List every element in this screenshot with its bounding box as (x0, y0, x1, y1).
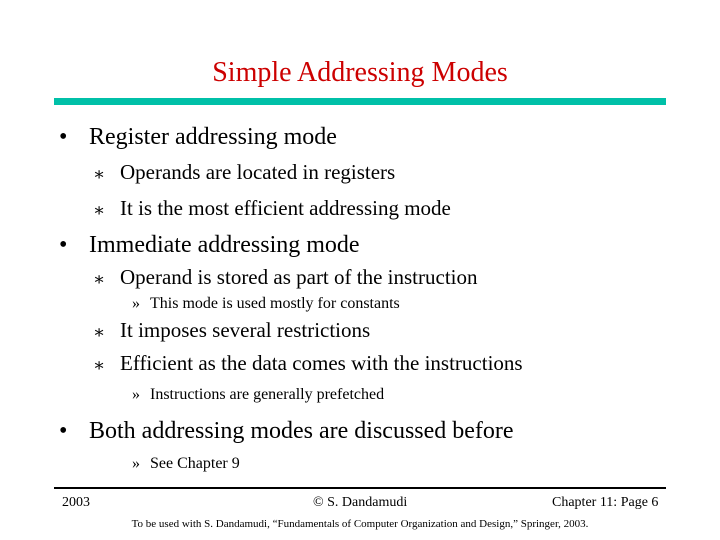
note-text: Instructions are generally prefetched (150, 386, 385, 403)
footer-year: 2003 (62, 495, 90, 510)
sub-bullet (93, 195, 451, 221)
note-line (132, 294, 400, 314)
sub-bullet-marker: ∗ (93, 269, 106, 289)
sub-bullet-marker: ∗ (93, 200, 106, 220)
note-line (132, 385, 385, 405)
footer-divider (54, 487, 666, 489)
sub-bullet-text: It is the most efficient addressing mode (120, 196, 451, 220)
footer-page-number: Chapter 11: Page 6 (552, 495, 659, 510)
sub-bullet-marker: ∗ (93, 355, 106, 375)
bullet-marker: • (59, 418, 68, 444)
sub-bullet (93, 317, 371, 343)
sub-bullet-text: Efficient as the data comes with the instructions (120, 351, 523, 375)
bullet-text: Immediate addressing mode (89, 232, 360, 258)
bullet-immediate-mode (59, 230, 360, 260)
sub-bullet-text: Operand is stored as part of the instruction (120, 265, 478, 289)
note-text: This mode is used mostly for constants (150, 295, 400, 312)
note-line (132, 454, 240, 474)
sub-bullet-text: It imposes several restrictions (120, 318, 371, 342)
bullet-text: Register addressing mode (89, 124, 337, 150)
note-text: See Chapter 9 (150, 455, 240, 472)
bullet-text: Both addressing modes are discussed before (89, 418, 514, 444)
note-marker: » (132, 455, 140, 472)
bullet-marker: • (59, 232, 68, 258)
sub-bullet-text: Operands are located in registers (120, 160, 396, 184)
sub-bullet (93, 264, 478, 290)
title-divider (54, 98, 666, 105)
footer-credit: To be used with S. Dandamudi, “Fundamentals of Computer Organization and Design,” Springer, 2003. (131, 518, 589, 530)
bullet-both-modes (59, 416, 514, 446)
sub-bullet-marker: ∗ (93, 164, 106, 184)
slide-title: Simple Addressing Modes (212, 57, 508, 88)
note-marker: » (132, 295, 140, 312)
sub-bullet (93, 159, 396, 185)
note-marker: » (132, 386, 140, 403)
bullet-register-mode (59, 122, 337, 152)
footer-copyright: © S. Dandamudi (313, 495, 408, 510)
bullet-marker: • (59, 124, 68, 150)
sub-bullet-marker: ∗ (93, 322, 106, 342)
sub-bullet (93, 350, 523, 376)
